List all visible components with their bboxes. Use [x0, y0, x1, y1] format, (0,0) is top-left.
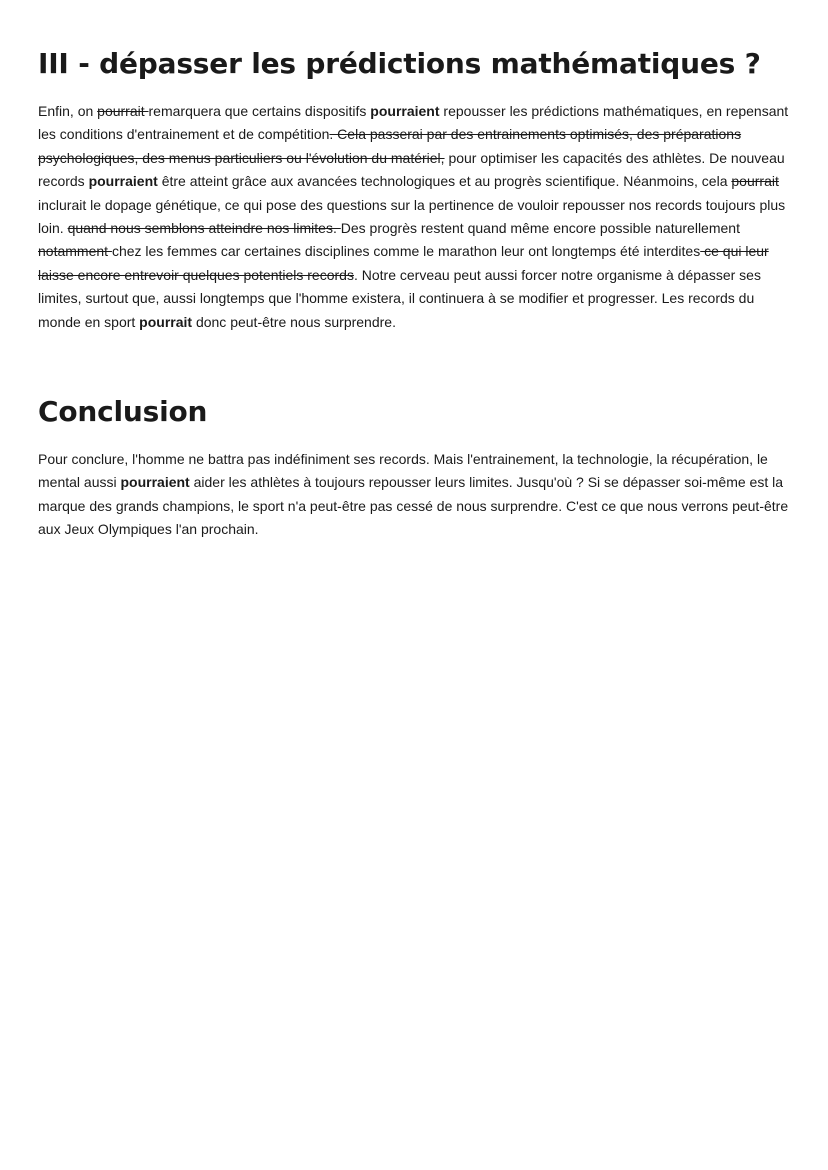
section-heading: III - dépasser les prédictions mathématiques ?: [38, 47, 761, 80]
text-run: . Notre cerveau peut aussi forcer notre organisme à dépasser ses limites, surtout que, aussi longtemps que l'homme existera, il continuera à se modifier et progresser. Les records du monde en sport: [38, 266, 761, 330]
struck-text: notamment: [38, 243, 112, 260]
text-run: donc peut-être nous surprendre.: [192, 313, 396, 330]
section-paragraph: [38, 100, 792, 334]
struck-text: pourrait: [97, 103, 149, 119]
struck-text: . Cela passerai par des entrainements optimisés, des préparations psychologiques, des menus particuliers ou l'évolution du matériel,: [38, 126, 742, 166]
text-run: Pour conclure, l'homme ne battra pas indéfiniment ses records. Mais l'entrainement, la technologie, la récupération, le mental aussi: [38, 451, 768, 491]
section-heading: Conclusion: [38, 395, 208, 429]
text-run: aider les athlètes à toujours repousser leurs limites. Jusqu'où ? Si se dépasser soi-même est la marque des grands champions, le sport n'a peut-être pas cessé de nous surprendre. C'est ce que nous verrons peut-être aux Jeux Olympiques l'an prochain.: [38, 474, 789, 538]
text-run: pour optimiser les capacités des athlètes. De nouveau records: [38, 149, 785, 190]
text-run: être atteint grâce aux avancées technologiques et au progrès scientifique. Néanmoins, cela: [157, 173, 732, 190]
section-paragraph: [38, 448, 792, 542]
text-run: Des progrès restent quand même encore possible naturellement: [340, 220, 740, 237]
struck-text: pourrait: [731, 173, 779, 190]
text-run: repousser les prédictions mathématiques, en repensant les conditions d'entrainement et de compétition: [38, 103, 789, 143]
text-run: inclurait le dopage génétique, ce qui pose des questions sur la pertinence de vouloir repousser nos records toujours plus loin.: [38, 196, 786, 237]
bold-text: pourraient: [120, 474, 190, 491]
struck-text: ce qui leur laisse encore entrevoir quelques potentiels records: [38, 243, 769, 283]
section-predictions: [38, 44, 792, 334]
bold-text: pourraient: [88, 173, 158, 190]
section-conclusion: [38, 392, 792, 542]
text-run: chez les femmes car certaines disciplines comme le marathon leur ont longtemps été interdites: [111, 243, 701, 260]
text-run: Enfin, on: [38, 103, 98, 119]
bold-text: pourraient: [370, 103, 440, 119]
struck-text: quand nous semblons atteindre nos limites.: [67, 220, 341, 237]
text-run: remarquera que certains dispositifs: [148, 103, 371, 119]
bold-text: pourrait: [139, 313, 193, 330]
